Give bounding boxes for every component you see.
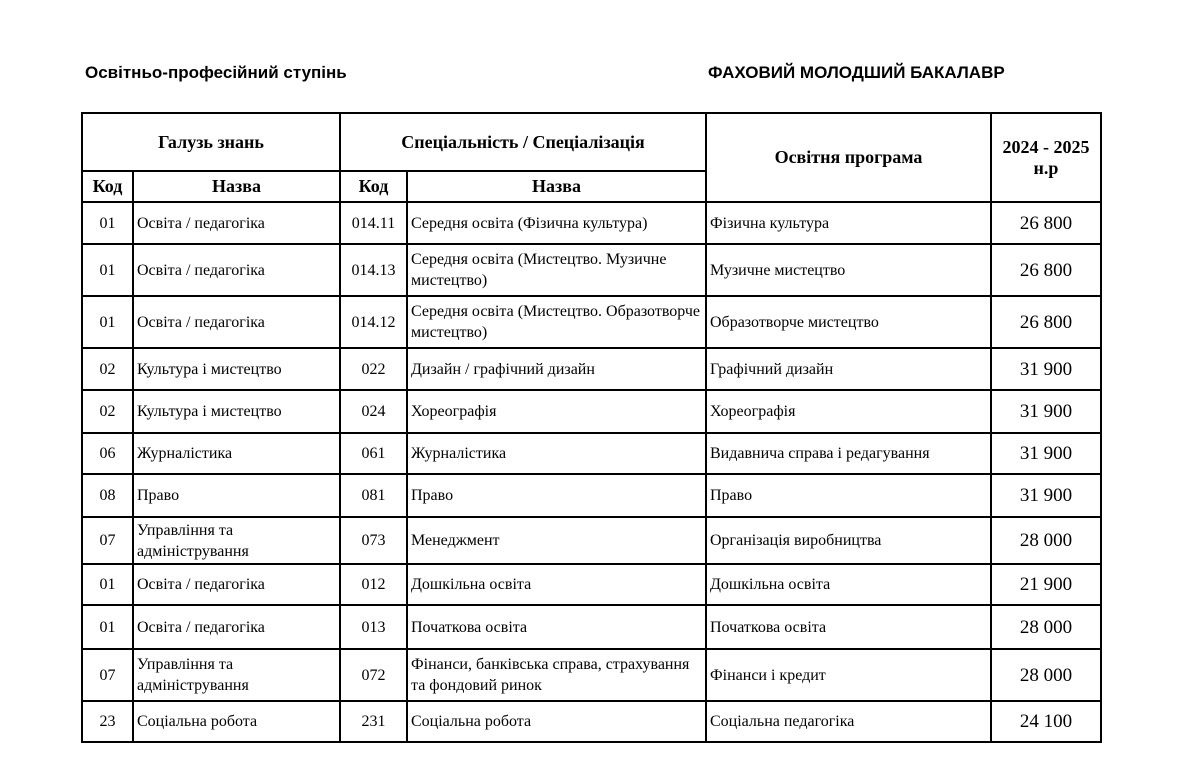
specialty-name: Середня освіта (Фізична культура) [407, 202, 706, 244]
program-name: Фізична культура [706, 202, 991, 244]
field-name: Освіта / педагогіка [133, 244, 340, 296]
field-code: 08 [82, 474, 133, 517]
header-field-of-knowledge: Галузь знань [82, 113, 340, 171]
specialty-code: 231 [340, 701, 407, 742]
field-name: Освіта / педагогіка [133, 202, 340, 244]
field-code: 06 [82, 433, 133, 474]
specialty-code: 014.12 [340, 296, 407, 348]
program-name: Образотворче мистецтво [706, 296, 991, 348]
specialty-code: 073 [340, 517, 407, 564]
tuition-fee: 31 900 [991, 474, 1101, 517]
specialty-name: Дошкільна освіта [407, 564, 706, 605]
specialty-name: Фінанси, банківська справа, страхування та фондовий ринок [407, 649, 706, 701]
degree-title: ФАХОВИЙ МОЛОДШИЙ БАКАЛАВР [708, 63, 1005, 82]
header-educational-program: Освітня програма [706, 113, 991, 202]
specialty-code: 061 [340, 433, 407, 474]
table-row [82, 390, 1101, 433]
tuition-fee: 26 800 [991, 296, 1101, 348]
program-name: Фінанси і кредит [706, 649, 991, 701]
program-name: Графічний дизайн [706, 348, 991, 390]
program-name: Право [706, 474, 991, 517]
program-name: Дошкільна освіта [706, 564, 991, 605]
specialty-name: Журналістика [407, 433, 706, 474]
table-row [82, 517, 1101, 564]
table-row [82, 433, 1101, 474]
specialty-name: Початкова освіта [407, 605, 706, 649]
specialty-name: Право [407, 474, 706, 517]
subheader-field-name: Назва [133, 171, 340, 202]
header-academic-year: 2024 - 2025 н.р [991, 113, 1101, 202]
field-code: 07 [82, 649, 133, 701]
field-name: Культура і мистецтво [133, 390, 340, 433]
tuition-fee: 31 900 [991, 433, 1101, 474]
table-row [82, 202, 1101, 244]
field-code: 07 [82, 517, 133, 564]
field-name: Журналістика [133, 433, 340, 474]
table-row [82, 474, 1101, 517]
field-code: 23 [82, 701, 133, 742]
field-name: Освіта / педагогіка [133, 605, 340, 649]
field-code: 02 [82, 348, 133, 390]
table-row [82, 649, 1101, 701]
specialty-name: Середня освіта (Мистецтво. Музичне мистецтво) [407, 244, 706, 296]
field-code: 01 [82, 244, 133, 296]
specialty-code: 081 [340, 474, 407, 517]
specialty-name: Менеджмент [407, 517, 706, 564]
program-name: Початкова освіта [706, 605, 991, 649]
subheader-field-code: Код [82, 171, 133, 202]
field-code: 01 [82, 605, 133, 649]
program-name: Музичне мистецтво [706, 244, 991, 296]
field-code: 02 [82, 390, 133, 433]
field-code: 01 [82, 564, 133, 605]
tuition-fee: 31 900 [991, 348, 1101, 390]
field-name: Культура і мистецтво [133, 348, 340, 390]
tuition-fee: 21 900 [991, 564, 1101, 605]
field-name: Управління та адміністрування [133, 517, 340, 564]
program-name: Видавнича справа і редагування [706, 433, 991, 474]
table-row [82, 605, 1101, 649]
specialty-name: Середня освіта (Мистецтво. Образотворче мистецтво) [407, 296, 706, 348]
field-name: Освіта / педагогіка [133, 296, 340, 348]
field-name: Управління та адміністрування [133, 649, 340, 701]
program-name: Хореографія [706, 390, 991, 433]
field-name: Освіта / педагогіка [133, 564, 340, 605]
table-row [82, 701, 1101, 742]
specialty-name: Дизайн / графічний дизайн [407, 348, 706, 390]
field-name: Соціальна робота [133, 701, 340, 742]
specialty-code: 014.13 [340, 244, 407, 296]
table-row [82, 244, 1101, 296]
specialty-name: Хореографія [407, 390, 706, 433]
field-code: 01 [82, 202, 133, 244]
tuition-fee: 28 000 [991, 605, 1101, 649]
tuition-fees-table [81, 112, 1102, 743]
subheader-spec-code: Код [340, 171, 407, 202]
specialty-name: Соціальна робота [407, 701, 706, 742]
header-row [82, 113, 1101, 171]
specialty-code: 022 [340, 348, 407, 390]
degree-level-label: Освітньо-професійний ступінь [85, 63, 347, 82]
specialty-code: 072 [340, 649, 407, 701]
tuition-fee: 28 000 [991, 649, 1101, 701]
tuition-fee: 24 100 [991, 701, 1101, 742]
tuition-fee: 26 800 [991, 202, 1101, 244]
subheader-spec-name: Назва [407, 171, 706, 202]
table-row [82, 564, 1101, 605]
header-specialty: Спеціальність / Спеціалізація [340, 113, 706, 171]
table-row [82, 348, 1101, 390]
field-name: Право [133, 474, 340, 517]
program-name: Соціальна педагогіка [706, 701, 991, 742]
specialty-code: 024 [340, 390, 407, 433]
tuition-fee: 31 900 [991, 390, 1101, 433]
field-code: 01 [82, 296, 133, 348]
table-row [82, 296, 1101, 348]
specialty-code: 014.11 [340, 202, 407, 244]
specialty-code: 013 [340, 605, 407, 649]
program-name: Організація виробництва [706, 517, 991, 564]
specialty-code: 012 [340, 564, 407, 605]
tuition-fee: 28 000 [991, 517, 1101, 564]
tuition-fee: 26 800 [991, 244, 1101, 296]
